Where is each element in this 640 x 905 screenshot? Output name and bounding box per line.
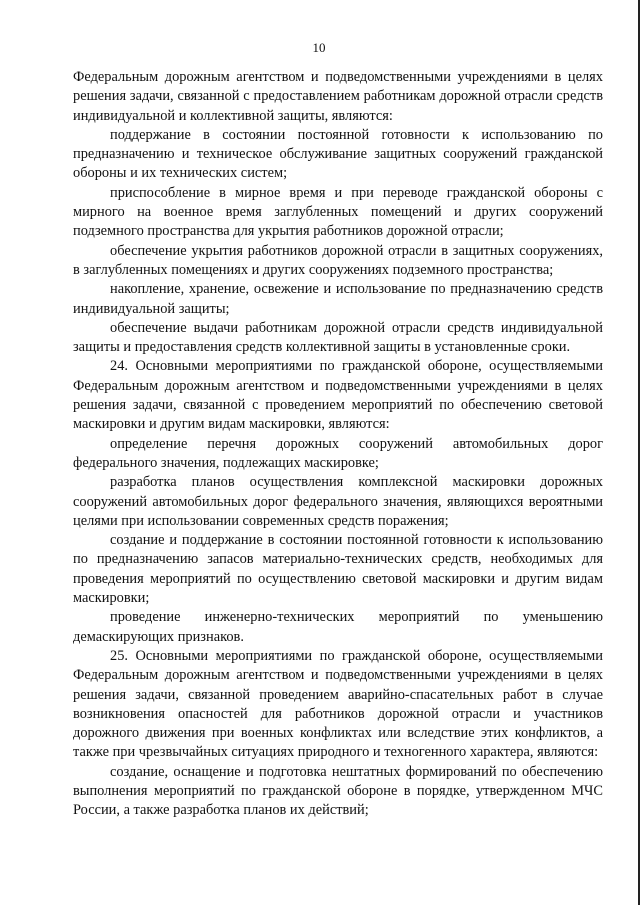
paragraph-section-25: 25. Основными мероприятиями по гражданской обороне, осуществляемыми Федеральным дорожным агентством и подведомственными учреждениями в целях решения задачи, связанной проведением аварийно-спасательных работ в случае возникновения опасностей для работников дорожной отрасли и участников дорожного движения при военных конфликтах или вследствие этих конфликтов, а также при чрезвычайных ситуациях природного и техногенного характера, являются: <box>73 647 603 761</box>
paragraph-item: накопление, хранение, освежение и использование по предназначению средств индивидуальной защиты; <box>73 281 603 317</box>
paragraph-item: приспособление в мирное время и при переводе гражданской обороны с мирного на военное время заглубленных помещений и других сооружений подземного пространства для укрытия работников дорожной отрасли; <box>73 184 603 240</box>
document-body <box>73 68 603 821</box>
page-number: 10 <box>312 40 326 55</box>
paragraph-intro-continuation: Федеральным дорожным агентством и подведомственными учреждениями в целях решения задачи, связанной с предоставлением работникам дорожной отрасли средств индивидуальной и коллективной защиты, являются: <box>73 69 603 124</box>
paragraph-section-24: 24. Основными мероприятиями по гражданской обороне, осуществляемыми Федеральным дорожным агентством и подведомственными учреждениями в целях решения задачи, связанной с проведением мероприятий по обеспечению световой маскировки и другим видам маскировки, являются: <box>73 358 603 433</box>
paragraph-item: определение перечня дорожных сооружений автомобильных дорог федерального значения, подлежащих маскировке; <box>73 435 603 471</box>
paragraph-item: проведение инженерно-технических мероприятий по уменьшению демаскирующих признаков. <box>73 609 603 645</box>
paragraph-item: обеспечение укрытия работников дорожной отрасли в защитных сооружениях, в заглубленных помещениях и других сооружениях подземного пространства; <box>73 242 603 278</box>
paragraph-item: разработка планов осуществления комплексной маскировки дорожных сооружений автомобильных дорог федерального значения, являющихся вероятными целями при использовании современных средств поражения; <box>73 474 603 529</box>
paragraph-item: создание и поддержание в состоянии постоянной готовности к использованию по предназначению запасов материально-технических средств, необходимых для проведения мероприятий по осуществлению световой маскировки и другим видам маскировки; <box>73 532 603 607</box>
paragraph-item: поддержание в состоянии постоянной готовности к использованию по предназначению и техническое обслуживание защитных сооружений гражданской обороны и их технических систем; <box>73 126 603 182</box>
paragraph-item: создание, оснащение и подготовка нештатных формирований по обеспечению выполнения мероприятий по гражданской обороне в порядке, утвержденном МЧС России, а также разработка планов их действий; <box>73 763 603 819</box>
paragraph-item: обеспечение выдачи работникам дорожной отрасли средств индивидуальной защиты и предоставления средств коллективной защиты в установленные сроки. <box>73 319 603 356</box>
